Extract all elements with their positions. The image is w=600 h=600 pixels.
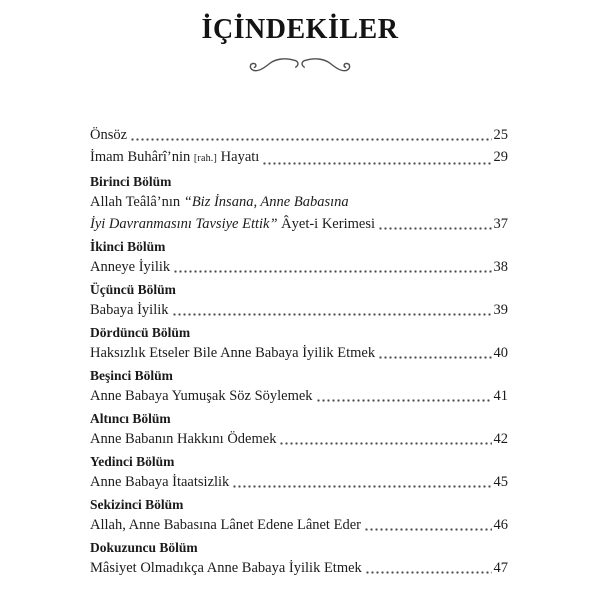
entry-page-number: 29 [493, 149, 508, 165]
toc-entry [90, 385, 508, 407]
dot-leader [279, 441, 491, 446]
entry-label [90, 385, 313, 407]
entry-text: Haksızlık Etseler Bile Anne Babaya İyilik Etmek [90, 345, 376, 361]
section-header: Beşinci Bölüm [90, 368, 173, 383]
entry-text: Önsöz [90, 127, 128, 143]
dot-leader [378, 355, 491, 360]
section-header: Üçüncü Bölüm [90, 282, 176, 297]
entry-text: Anne Babanın Hakkını Ödemek [90, 431, 277, 447]
toc-entry [90, 514, 508, 536]
toc-entry [90, 146, 508, 170]
entry-label [90, 471, 229, 493]
dot-leader [365, 570, 492, 575]
entry-page-number: 41 [493, 388, 508, 404]
page-title: İÇİNDEKİLER [201, 14, 399, 45]
dot-leader [262, 161, 491, 166]
dot-leader [364, 527, 492, 532]
toc-entry [90, 342, 508, 364]
section-header: Yedinci Bölüm [90, 454, 175, 469]
toc-entry-wrap-line [90, 191, 508, 213]
toc-entry [90, 299, 508, 321]
section-header: Dokuzuncu Bölüm [90, 540, 198, 555]
book-page [0, 14, 600, 600]
toc-entry [90, 213, 508, 235]
entry-page-number: 47 [493, 560, 508, 576]
entry-label [90, 191, 349, 213]
section-header: Sekizinci Bölüm [90, 497, 184, 512]
entry-text: Babaya İyilik [90, 302, 169, 318]
entry-text: Âyet-i Kerimesi [277, 216, 375, 232]
entry-page-number: 39 [493, 302, 508, 318]
toc-entry [90, 428, 508, 450]
toc-entry [90, 256, 508, 278]
entry-text: Mâsiyet Olmadıkça Anne Babaya İyilik Etmek [90, 560, 362, 576]
entry-label [90, 146, 259, 170]
entry-text: Anne Babaya İtaatsizlik [90, 474, 230, 490]
entry-page-number: 25 [493, 127, 508, 143]
toc-entry [90, 124, 508, 146]
entry-page-number: 38 [493, 259, 508, 275]
entry-page-number: 45 [493, 474, 508, 490]
flourish-divider-icon [0, 52, 600, 78]
section-header: Dördüncü Bölüm [90, 325, 191, 340]
entry-text: Allah, Anne Babasına Lânet Edene Lânet Eder [90, 517, 361, 533]
entry-label [90, 514, 361, 536]
section-header: Altıncı Bölüm [90, 411, 171, 426]
entry-text: İmam Buhârî’nin [90, 149, 194, 165]
toc-entry [90, 471, 508, 493]
entry-text: [rah.] [193, 153, 218, 164]
entry-text: Anneye İyilik [90, 259, 171, 275]
dot-leader [316, 398, 492, 403]
dot-leader [172, 312, 492, 317]
section-header: Birinci Bölüm [90, 174, 172, 189]
entry-label [90, 124, 127, 146]
dot-leader [130, 137, 491, 142]
dot-leader [173, 269, 491, 274]
entry-text: Allah Teâlâ’nın [90, 194, 184, 210]
entry-label [90, 342, 375, 364]
table-of-contents [90, 124, 508, 579]
entry-page-number: 46 [493, 517, 508, 533]
dot-leader [378, 226, 492, 231]
entry-page-number: 42 [493, 431, 508, 447]
entry-label [90, 557, 362, 579]
entry-label [90, 256, 170, 278]
entry-text: “Biz İnsana, Anne Babasına [183, 194, 349, 210]
dot-leader [232, 484, 491, 489]
section-header: İkinci Bölüm [90, 239, 166, 254]
entry-page-number: 37 [493, 216, 508, 232]
entry-label [90, 213, 375, 235]
entry-label [90, 299, 169, 321]
entry-text: İyi Davranmasını Tavsiye Ettik” [90, 216, 278, 232]
toc-entry [90, 557, 508, 579]
entry-text: Hayatı [217, 149, 260, 165]
entry-text: Anne Babaya Yumuşak Söz Söylemek [90, 388, 313, 404]
entry-page-number: 40 [493, 345, 508, 361]
entry-label [90, 428, 276, 450]
